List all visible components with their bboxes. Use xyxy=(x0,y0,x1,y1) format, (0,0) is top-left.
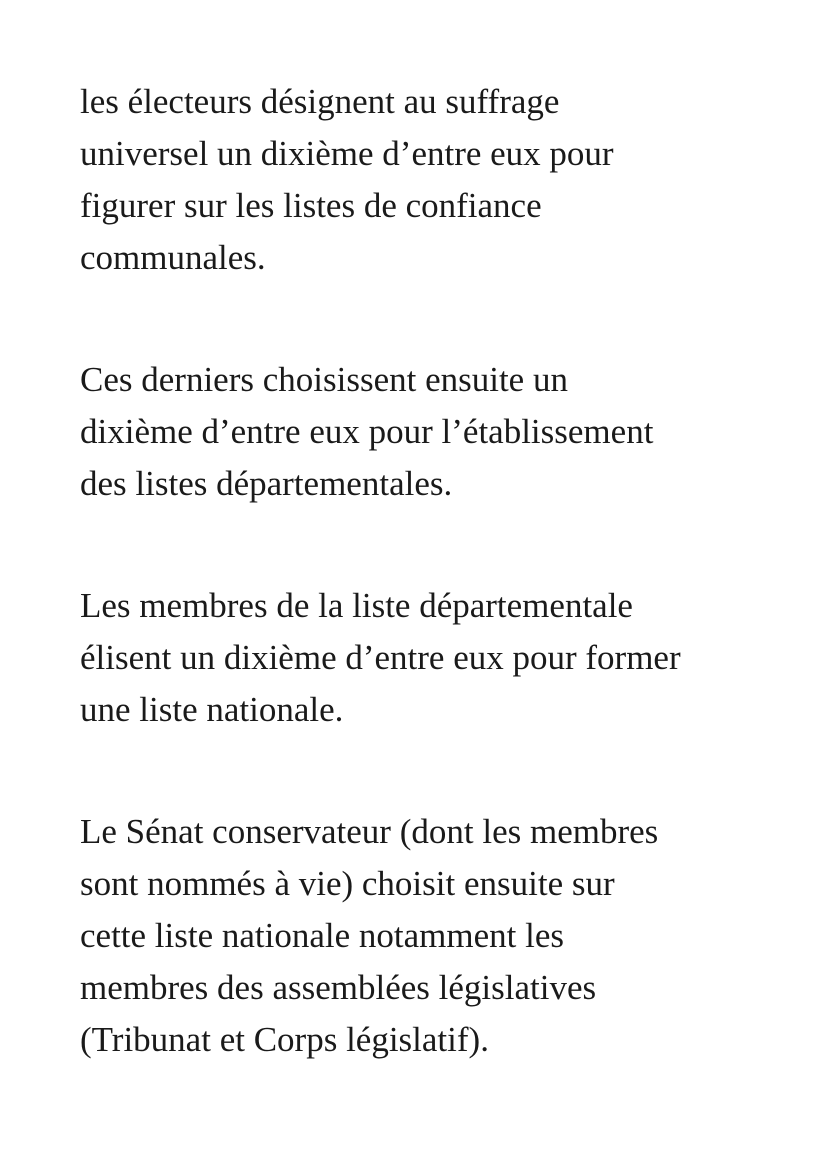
paragraph-departmental-lists xyxy=(80,354,780,510)
text-line: élisent un dixième d’entre eux pour former xyxy=(80,638,681,677)
text-line: membres des assemblées législatives xyxy=(80,968,597,1007)
text-line: (Tribunat et Corps législatif). xyxy=(80,1020,489,1059)
text-line: dixième d’entre eux pour l’établissement xyxy=(80,412,654,451)
text-line: Le Sénat conservateur (dont les membres xyxy=(80,812,659,851)
text-line: sont nommés à vie) choisit ensuite sur xyxy=(80,864,615,903)
text-line: universel un dixième d’entre eux pour xyxy=(80,134,614,173)
text-line: figurer sur les listes de confiance xyxy=(80,186,542,225)
text-line: cette liste nationale notamment les xyxy=(80,916,565,955)
text-line: communales. xyxy=(80,238,266,277)
text-line: Les membres de la liste départementale xyxy=(80,586,633,625)
text-line: Ces derniers choisissent ensuite un xyxy=(80,360,568,399)
text-line: une liste nationale. xyxy=(80,690,344,729)
paragraph-communal-lists xyxy=(80,76,780,284)
text-line: des listes départementales. xyxy=(80,464,453,503)
text-line: les électeurs désignent au suffrage xyxy=(80,82,560,121)
paragraph-national-list xyxy=(80,580,780,736)
document-page xyxy=(80,76,780,1136)
paragraph-senate xyxy=(80,806,780,1066)
